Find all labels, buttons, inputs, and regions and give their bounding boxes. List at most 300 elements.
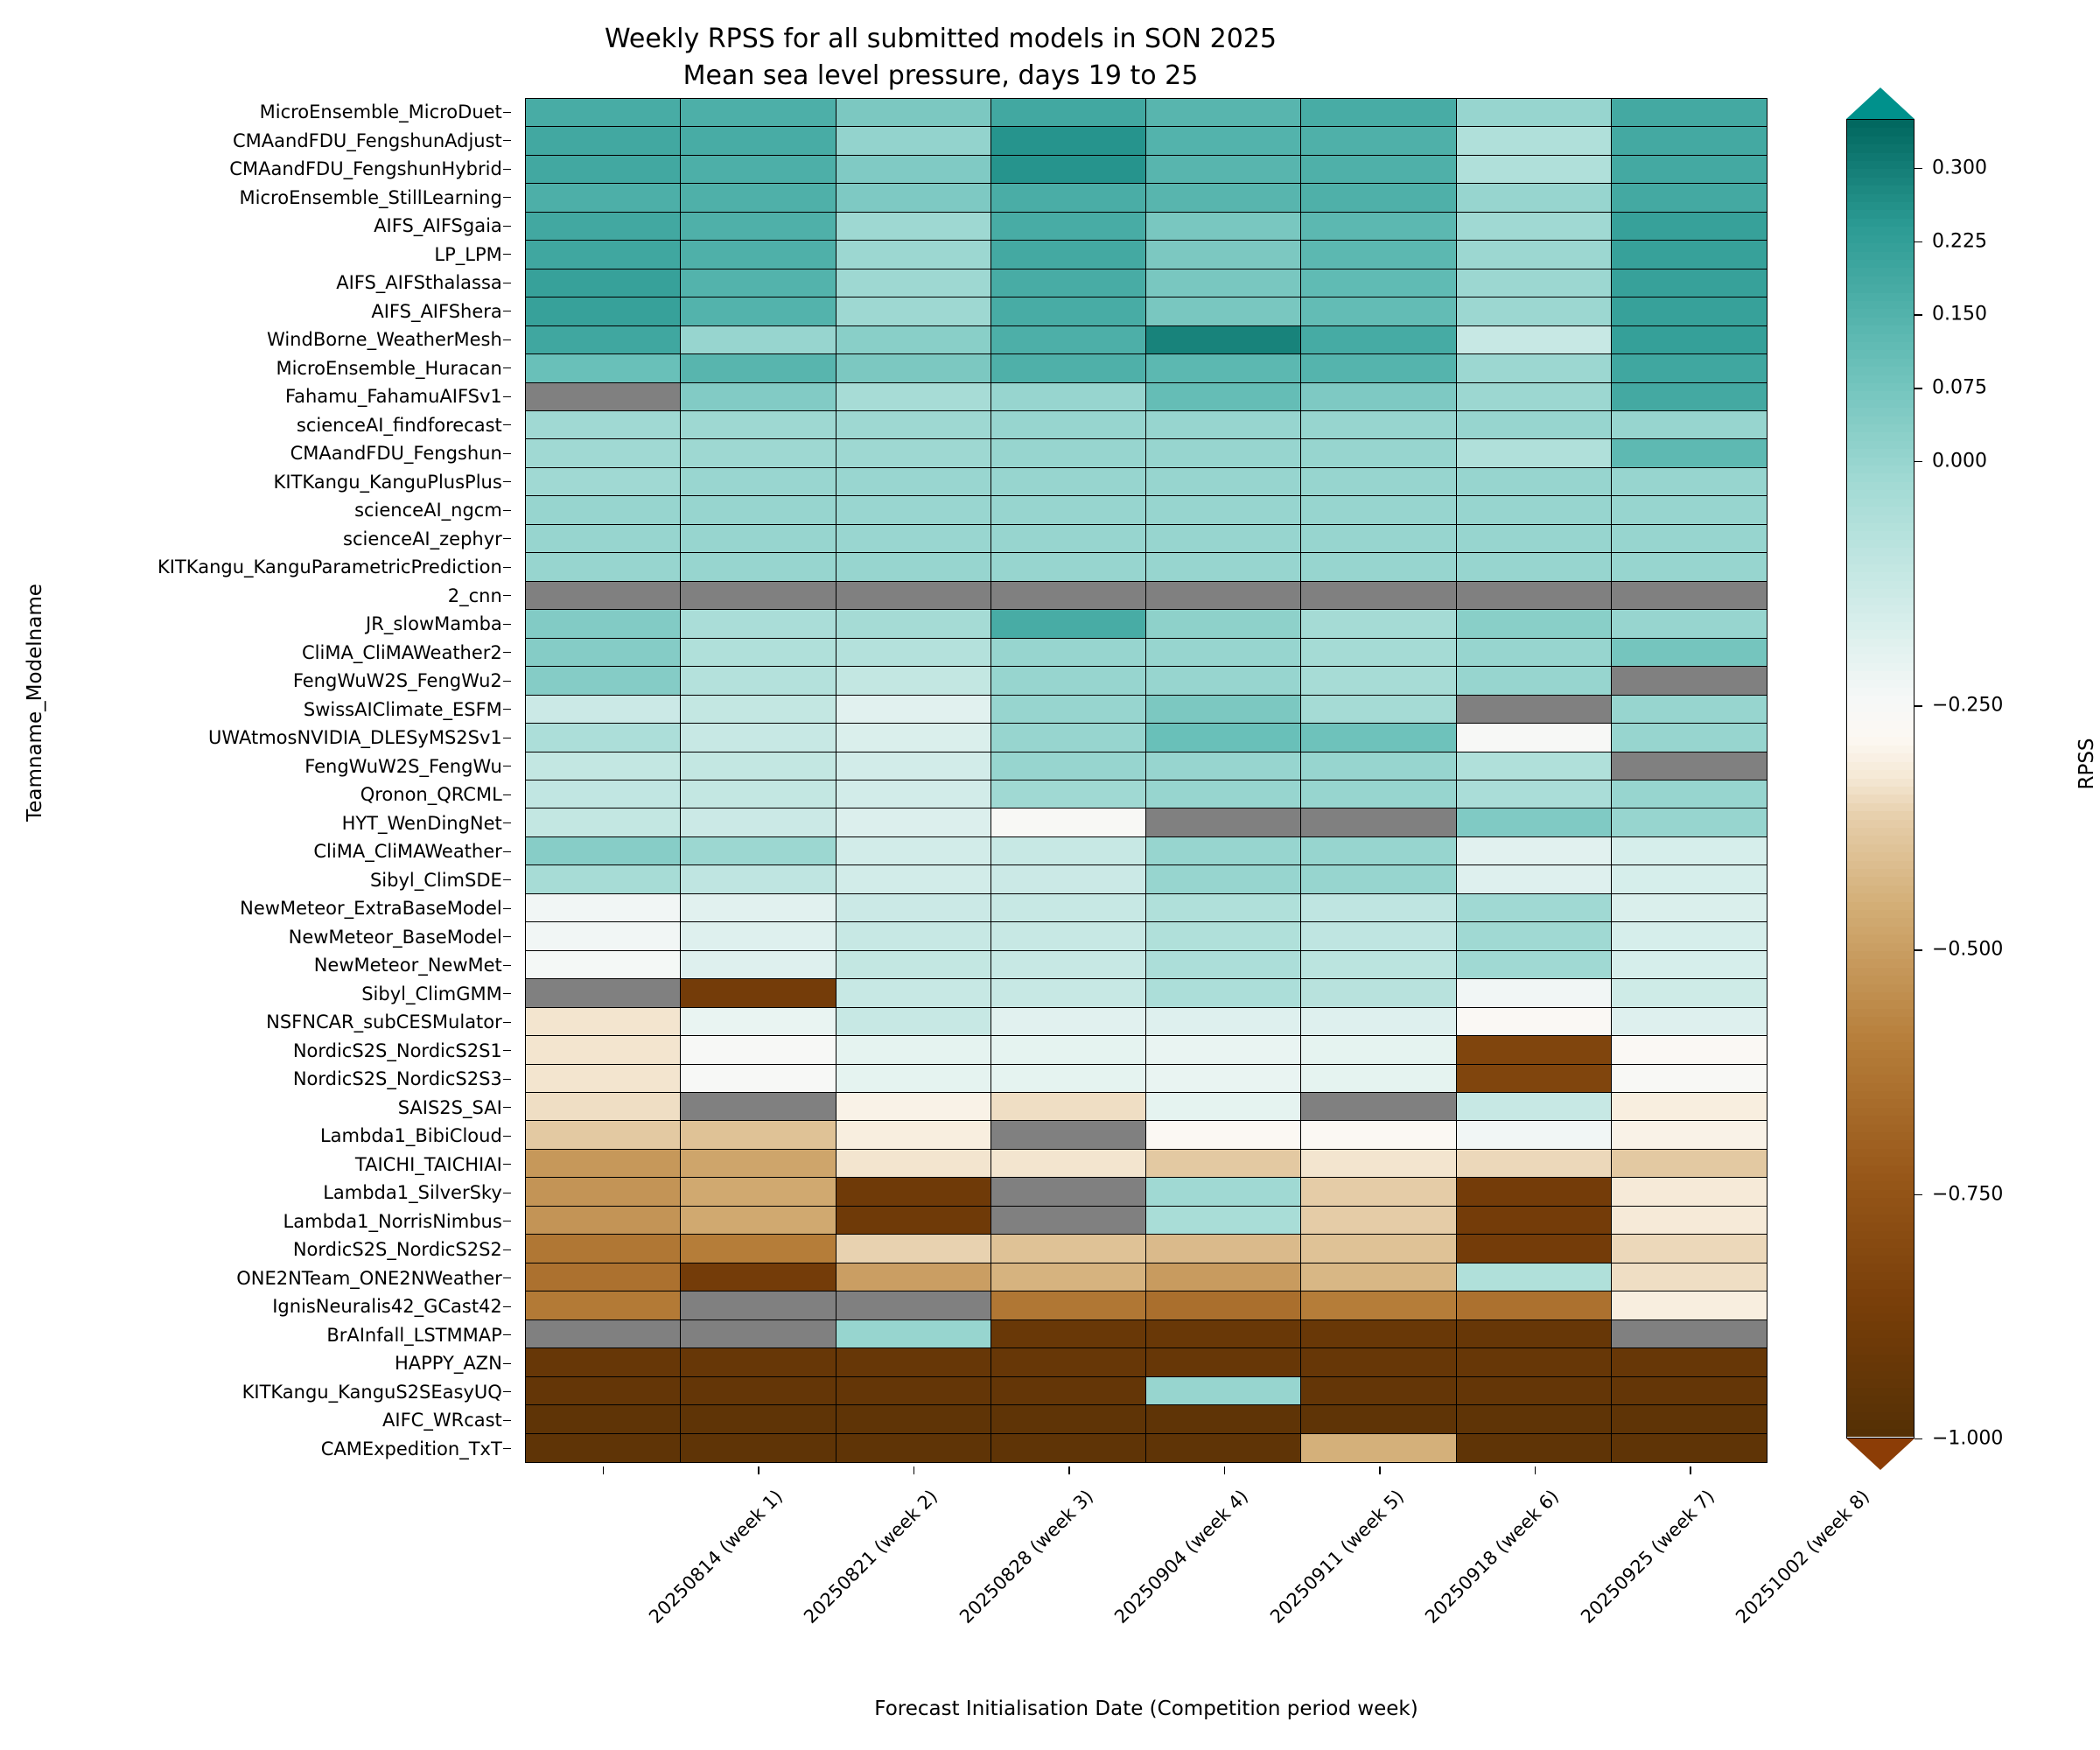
- heatmap-cell: [1612, 951, 1767, 979]
- heatmap-cell: [991, 724, 1146, 752]
- heatmap-cell: [1146, 837, 1301, 865]
- heatmap-cell: [1146, 951, 1301, 979]
- colorbar-tick-mark: [1914, 314, 1922, 315]
- heatmap-cell: [1612, 1320, 1767, 1348]
- heatmap-cell: [1146, 525, 1301, 553]
- colorbar-tick-label: 0.075: [1932, 376, 1987, 399]
- heatmap-cell: [1457, 1150, 1612, 1178]
- heatmap-cell: [991, 780, 1146, 808]
- heatmap-cell: [526, 1178, 681, 1206]
- colorbar-segment: [1847, 1429, 1914, 1437]
- colorbar-segment: [1847, 564, 1914, 572]
- colorbar-segment: [1847, 1313, 1914, 1321]
- colorbar-segment: [1847, 647, 1914, 654]
- colorbar-segment: [1847, 1181, 1914, 1189]
- heatmap-cell: [836, 1207, 991, 1235]
- heatmap-cell: [836, 354, 991, 382]
- colorbar-segment: [1847, 432, 1914, 440]
- y-axis-tick-mark: [503, 226, 511, 227]
- heatmap-cell: [681, 837, 836, 865]
- heatmap-cell: [1301, 1235, 1456, 1263]
- y-axis-tick-label: Lambda1_BibiCloud: [158, 1122, 513, 1151]
- y-axis-tick-mark: [503, 709, 511, 710]
- colorbar-segment: [1847, 1091, 1914, 1099]
- heatmap-cell: [1612, 127, 1767, 155]
- heatmap-cell: [1457, 411, 1612, 439]
- heatmap-cell: [1612, 894, 1767, 922]
- colorbar-segment: [1847, 943, 1914, 951]
- heatmap-cell: [836, 1405, 991, 1433]
- colorbar-segment: [1847, 1231, 1914, 1239]
- heatmap-cell: [1146, 99, 1301, 127]
- y-axis-tick-label: TAICHI_TAICHIAI: [158, 1151, 513, 1180]
- colorbar-segment: [1847, 1099, 1914, 1107]
- heatmap-cell: [681, 724, 836, 752]
- heatmap-cell: [1457, 979, 1612, 1007]
- x-axis-tick-mark: [1535, 1466, 1536, 1474]
- colorbar-segment: [1847, 326, 1914, 333]
- heatmap-cell: [1612, 496, 1767, 524]
- colorbar-segment: [1847, 639, 1914, 647]
- heatmap-cell: [1612, 837, 1767, 865]
- heatmap-cell: [1146, 496, 1301, 524]
- y-axis-tick-mark: [503, 197, 511, 198]
- heatmap-cell: [991, 411, 1146, 439]
- heatmap-cell: [681, 1235, 836, 1263]
- colorbar-segment: [1847, 753, 1914, 761]
- y-axis-tick-label: AIFC_WRcast: [158, 1406, 513, 1435]
- y-axis-tick-mark: [503, 652, 511, 653]
- heatmap-cell: [681, 213, 836, 241]
- heatmap-cell: [681, 1008, 836, 1036]
- x-axis-tick-labels: [525, 1466, 1874, 1685]
- heatmap-cell: [1457, 1348, 1612, 1376]
- heatmap-cell: [1301, 582, 1456, 610]
- heatmap-cell: [526, 667, 681, 695]
- heatmap-cell: [836, 1150, 991, 1178]
- colorbar-segment: [1847, 688, 1914, 696]
- heatmap-cell: [991, 1264, 1146, 1292]
- colorbar-segment: [1847, 1330, 1914, 1338]
- heatmap-cell: [1301, 951, 1456, 979]
- heatmap-cell: [526, 582, 681, 610]
- heatmap-cell: [991, 298, 1146, 326]
- heatmap-cell: [681, 780, 836, 808]
- colorbar-segment: [1847, 153, 1914, 161]
- heatmap-cell: [526, 837, 681, 865]
- heatmap-cell: [1612, 865, 1767, 893]
- x-axis-tick-label: 20250911 (week 5): [1265, 1486, 1408, 1628]
- heatmap-cell: [1146, 1121, 1301, 1149]
- heatmap-cell: [991, 1178, 1146, 1206]
- heatmap-cell: [991, 1207, 1146, 1235]
- heatmap-cell: [1146, 1434, 1301, 1462]
- colorbar-segment: [1847, 243, 1914, 251]
- heatmap-cell: [526, 610, 681, 638]
- colorbar-tick-label: −0.750: [1932, 1183, 2004, 1206]
- heatmap-cell: [526, 99, 681, 127]
- colorbar-segment: [1847, 654, 1914, 662]
- heatmap-cell: [1301, 326, 1456, 354]
- colorbar-segment: [1847, 836, 1914, 844]
- y-axis-tick-mark: [503, 908, 511, 909]
- y-axis-tick-mark: [503, 283, 511, 284]
- heatmap-cell: [991, 156, 1146, 184]
- heatmap-cell: [526, 1235, 681, 1263]
- heatmap-cell: [1301, 696, 1456, 724]
- y-axis-tick-mark: [503, 1107, 511, 1108]
- colorbar-segment: [1847, 309, 1914, 317]
- heatmap-cell: [1457, 724, 1612, 752]
- heatmap-cell: [1146, 298, 1301, 326]
- heatmap-cell: [1612, 241, 1767, 269]
- y-axis-tick-label: CMAandFDU_FengshunAdjust: [158, 127, 513, 156]
- y-axis-tick-mark: [503, 396, 511, 397]
- heatmap-cell: [1612, 1150, 1767, 1178]
- colorbar-gradient: [1846, 119, 1914, 1438]
- heatmap-cell: [526, 1093, 681, 1121]
- heatmap-cell: [1146, 1405, 1301, 1433]
- x-axis-tick-group: [1146, 1466, 1408, 1685]
- heatmap-cell: [991, 808, 1146, 836]
- y-axis-tick-label: scienceAI_zephyr: [158, 525, 513, 554]
- heatmap-cell: [681, 639, 836, 667]
- heatmap-cell: [836, 1292, 991, 1320]
- heatmap-cell: [1301, 1121, 1456, 1149]
- y-axis-tick-label: 2_cnn: [158, 582, 513, 611]
- y-axis-tick-mark: [503, 510, 511, 511]
- colorbar-segment: [1847, 1116, 1914, 1124]
- y-axis-tick-label: NordicS2S_NordicS2S2: [158, 1236, 513, 1264]
- heatmap-cell: [836, 724, 991, 752]
- heatmap-cell: [1146, 270, 1301, 298]
- heatmap-cell: [1146, 127, 1301, 155]
- heatmap-cell: [681, 1434, 836, 1462]
- colorbar-segment: [1847, 951, 1914, 959]
- colorbar-tick-label: −0.250: [1932, 694, 2004, 717]
- y-axis-tick-label: NSFNCAR_subCESMulator: [158, 1008, 513, 1037]
- heatmap-cell: [1146, 808, 1301, 836]
- x-axis-tick-group: [1302, 1466, 1564, 1685]
- heatmap-cell: [1457, 808, 1612, 836]
- heatmap-cell: [991, 894, 1146, 922]
- heatmap-cell: [836, 1264, 991, 1292]
- y-axis-tick-mark: [503, 1334, 511, 1335]
- heatmap-cell: [991, 1320, 1146, 1348]
- colorbar-segment: [1847, 1412, 1914, 1420]
- heatmap-cell: [526, 496, 681, 524]
- y-axis-tick-label: NewMeteor_ExtraBaseModel: [158, 894, 513, 923]
- heatmap-cell: [1301, 1292, 1456, 1320]
- heatmap-cell: [1457, 922, 1612, 950]
- colorbar-segment: [1847, 128, 1914, 136]
- heatmap-cell: [681, 1320, 836, 1348]
- heatmap-cell: [836, 1121, 991, 1149]
- heatmap-cell: [991, 837, 1146, 865]
- colorbar-segment: [1847, 424, 1914, 432]
- heatmap-cell: [1457, 439, 1612, 467]
- heatmap-cell: [1457, 553, 1612, 581]
- colorbar-segment: [1847, 194, 1914, 202]
- y-axis-tick-label: MicroEnsemble_Huracan: [158, 354, 513, 383]
- heatmap-cell: [1301, 213, 1456, 241]
- x-axis-tick-group: [836, 1466, 1097, 1685]
- colorbar-segment: [1847, 1272, 1914, 1280]
- heatmap-cell: [991, 439, 1146, 467]
- heatmap-cell: [1612, 1405, 1767, 1433]
- y-axis-tick-mark: [503, 965, 511, 966]
- colorbar-segment: [1847, 820, 1914, 828]
- y-axis-title: Teamname_Modelname: [24, 584, 46, 822]
- heatmap-cell: [991, 1065, 1146, 1093]
- heatmap-cell: [1612, 1264, 1767, 1292]
- heatmap-cell: [1612, 525, 1767, 553]
- chart-title-block: [0, 21, 1881, 94]
- heatmap-cell: [1301, 1377, 1456, 1405]
- heatmap-cell: [1457, 1264, 1612, 1292]
- heatmap-cell: [1301, 99, 1456, 127]
- heatmap-cell: [526, 1036, 681, 1064]
- heatmap-cell: [1146, 1207, 1301, 1235]
- heatmap-cell: [1612, 582, 1767, 610]
- heatmap-cell: [1301, 1178, 1456, 1206]
- heatmap-cell: [991, 1093, 1146, 1121]
- colorbar-segment: [1847, 1149, 1914, 1157]
- heatmap-cell: [1301, 156, 1456, 184]
- heatmap-cell: [1146, 752, 1301, 780]
- colorbar-segment: [1847, 1132, 1914, 1140]
- heatmap-cell: [1301, 1008, 1456, 1036]
- heatmap-cell: [681, 496, 836, 524]
- heatmap-cell: [1612, 639, 1767, 667]
- y-axis-tick-label: Lambda1_NorrisNimbus: [158, 1208, 513, 1236]
- x-axis-tick-label: 20250821 (week 2): [800, 1486, 942, 1628]
- colorbar-segment: [1847, 1371, 1914, 1379]
- heatmap-column: [1146, 99, 1301, 1462]
- y-axis-tick-label: CliMA_CliMAWeather: [158, 837, 513, 866]
- y-axis-tick-label: CMAandFDU_Fengshun: [158, 439, 513, 468]
- heatmap-cell: [1146, 156, 1301, 184]
- heatmap-cell: [681, 241, 836, 269]
- colorbar-segment: [1847, 416, 1914, 424]
- heatmap-cell: [836, 752, 991, 780]
- heatmap-cell: [1457, 1093, 1612, 1121]
- heatmap-cell: [681, 696, 836, 724]
- heatmap-cell: [526, 1150, 681, 1178]
- heatmap-cell: [1146, 1065, 1301, 1093]
- y-axis-tick-label: FengWuW2S_FengWu: [158, 752, 513, 781]
- colorbar-segment: [1847, 178, 1914, 186]
- heatmap-cell: [836, 1320, 991, 1348]
- heatmap-cell: [681, 922, 836, 950]
- y-axis-tick-label: SwissAIClimate_ESFM: [158, 696, 513, 724]
- y-axis-tick-mark: [503, 481, 511, 482]
- y-axis-tick-mark: [503, 1050, 511, 1051]
- heatmap-cell: [836, 1348, 991, 1376]
- heatmap-cell: [1146, 582, 1301, 610]
- heatmap-cell: [1612, 411, 1767, 439]
- colorbar-segment: [1847, 927, 1914, 934]
- heatmap-cell: [991, 525, 1146, 553]
- heatmap-cell: [1301, 354, 1456, 382]
- heatmap-column: [991, 99, 1146, 1462]
- heatmap-cell: [1146, 241, 1301, 269]
- y-axis-tick-mark: [503, 1164, 511, 1165]
- colorbar-segment: [1847, 499, 1914, 507]
- heatmap-cell: [1457, 1008, 1612, 1036]
- heatmap-cell: [1612, 780, 1767, 808]
- colorbar-tick-label: −0.500: [1932, 938, 2004, 961]
- heatmap-cell: [1612, 696, 1767, 724]
- x-axis-tick-group: [1613, 1466, 1874, 1685]
- heatmap-cell: [526, 894, 681, 922]
- y-axis-tick-mark: [503, 1221, 511, 1222]
- heatmap-cell: [526, 354, 681, 382]
- heatmap-cell: [836, 1008, 991, 1036]
- heatmap-cell: [1301, 496, 1456, 524]
- heatmap-cell: [1457, 1434, 1612, 1462]
- heatmap-cell: [836, 439, 991, 467]
- colorbar-segment: [1847, 1124, 1914, 1132]
- heatmap-cell: [1146, 724, 1301, 752]
- heatmap-column: [681, 99, 836, 1462]
- heatmap-plot-area: [525, 98, 1768, 1463]
- heatmap-cell: [836, 639, 991, 667]
- heatmap-cell: [1146, 1093, 1301, 1121]
- heatmap-cell: [1301, 298, 1456, 326]
- heatmap-cell: [1146, 1348, 1301, 1376]
- heatmap-cell: [681, 808, 836, 836]
- colorbar-segment: [1847, 572, 1914, 580]
- colorbar-segment: [1847, 1379, 1914, 1387]
- heatmap-cell: [836, 667, 991, 695]
- y-axis-tick-labels: [158, 98, 511, 1463]
- heatmap-cell: [1457, 241, 1612, 269]
- heatmap-cell: [1457, 610, 1612, 638]
- colorbar-segment: [1847, 136, 1914, 144]
- heatmap-cell: [991, 354, 1146, 382]
- heatmap-cell: [1146, 1292, 1301, 1320]
- colorbar-segment: [1847, 910, 1914, 918]
- heatmap-cell: [526, 1292, 681, 1320]
- heatmap-cell: [836, 156, 991, 184]
- colorbar-segment: [1847, 606, 1914, 613]
- heatmap-cell: [1612, 298, 1767, 326]
- heatmap-cell: [1612, 213, 1767, 241]
- heatmap-cell: [1457, 582, 1612, 610]
- heatmap-cell: [1457, 1292, 1612, 1320]
- y-axis-tick-label: KITKangu_KanguS2SEasyUQ: [158, 1378, 513, 1407]
- colorbar-segment: [1847, 1009, 1914, 1017]
- heatmap-cell: [1301, 1320, 1456, 1348]
- y-axis-tick-mark: [503, 993, 511, 994]
- heatmap-cell: [1612, 1065, 1767, 1093]
- colorbar-segment: [1847, 1140, 1914, 1148]
- heatmap-cell: [681, 156, 836, 184]
- heatmap-cell: [1457, 468, 1612, 496]
- colorbar-segment: [1847, 704, 1914, 712]
- heatmap-cell: [836, 184, 991, 212]
- colorbar-segment: [1847, 1388, 1914, 1396]
- y-axis-tick-label: Qronon_QRCML: [158, 780, 513, 809]
- colorbar-segment: [1847, 589, 1914, 597]
- y-axis-tick-mark: [503, 794, 511, 795]
- y-axis-tick-label: AIFS_AIFSthalassa: [158, 269, 513, 298]
- heatmap-cell: [1612, 270, 1767, 298]
- heatmap-cell: [991, 667, 1146, 695]
- heatmap-cell: [836, 1093, 991, 1121]
- heatmap-cell: [991, 752, 1146, 780]
- heatmap-cell: [1457, 496, 1612, 524]
- heatmap-cell: [1457, 1235, 1612, 1263]
- colorbar-segment: [1847, 721, 1914, 729]
- x-axis-tick-mark: [603, 1466, 604, 1474]
- y-axis-tick-mark: [503, 1306, 511, 1307]
- colorbar-segment: [1847, 1222, 1914, 1230]
- heatmap-cell: [526, 639, 681, 667]
- y-axis-tick-mark: [503, 624, 511, 625]
- colorbar-segment: [1847, 1214, 1914, 1222]
- colorbar-segment: [1847, 968, 1914, 976]
- heatmap-column: [526, 99, 681, 1462]
- heatmap-cell: [1612, 752, 1767, 780]
- y-axis-tick-mark: [503, 112, 511, 113]
- heatmap-cell: [1457, 184, 1612, 212]
- heatmap-cell: [1457, 696, 1612, 724]
- heatmap-cell: [526, 1434, 681, 1462]
- colorbar-segment: [1847, 1190, 1914, 1198]
- heatmap-cell: [1612, 1377, 1767, 1405]
- heatmap-cell: [1146, 468, 1301, 496]
- heatmap-cell: [1457, 1036, 1612, 1064]
- y-axis-tick-mark: [503, 254, 511, 255]
- heatmap-cell: [1146, 1264, 1301, 1292]
- heatmap-cell: [836, 582, 991, 610]
- heatmap-cell: [681, 99, 836, 127]
- y-axis-tick-label: HAPPY_AZN: [158, 1349, 513, 1378]
- heatmap-cell: [1301, 184, 1456, 212]
- heatmap-cell: [681, 468, 836, 496]
- heatmap-cell: [1612, 184, 1767, 212]
- heatmap-cell: [991, 639, 1146, 667]
- colorbar-segment: [1847, 473, 1914, 481]
- heatmap-cell: [1457, 1065, 1612, 1093]
- y-axis-tick-label: UWAtmosNVIDIA_DLESyMS2Sv1: [158, 724, 513, 752]
- heatmap-cell: [1301, 667, 1456, 695]
- colorbar-segment: [1847, 737, 1914, 745]
- colorbar-segment: [1847, 507, 1914, 514]
- heatmap-cell: [1301, 1434, 1456, 1462]
- colorbar-segment: [1847, 886, 1914, 893]
- colorbar-tick-label: 0.225: [1932, 230, 1987, 253]
- colorbar-segment: [1847, 1306, 1914, 1313]
- heatmap-cell: [1301, 639, 1456, 667]
- heatmap-cell: [526, 752, 681, 780]
- colorbar-segment: [1847, 441, 1914, 449]
- y-axis-tick-mark: [503, 851, 511, 852]
- colorbar-segment: [1847, 1166, 1914, 1173]
- heatmap-cell: [681, 184, 836, 212]
- y-axis-tick-label: KITKangu_KanguParametricPrediction: [158, 553, 513, 582]
- heatmap-cell: [1301, 468, 1456, 496]
- heatmap-cell: [1457, 667, 1612, 695]
- colorbar-segment: [1847, 1017, 1914, 1025]
- colorbar-tick-label: −1.000: [1932, 1427, 2004, 1450]
- colorbar-segment: [1847, 959, 1914, 967]
- heatmap-cell: [1612, 610, 1767, 638]
- y-axis-tick-label: CMAandFDU_FengshunHybrid: [158, 155, 513, 184]
- heatmap-cell: [1457, 99, 1612, 127]
